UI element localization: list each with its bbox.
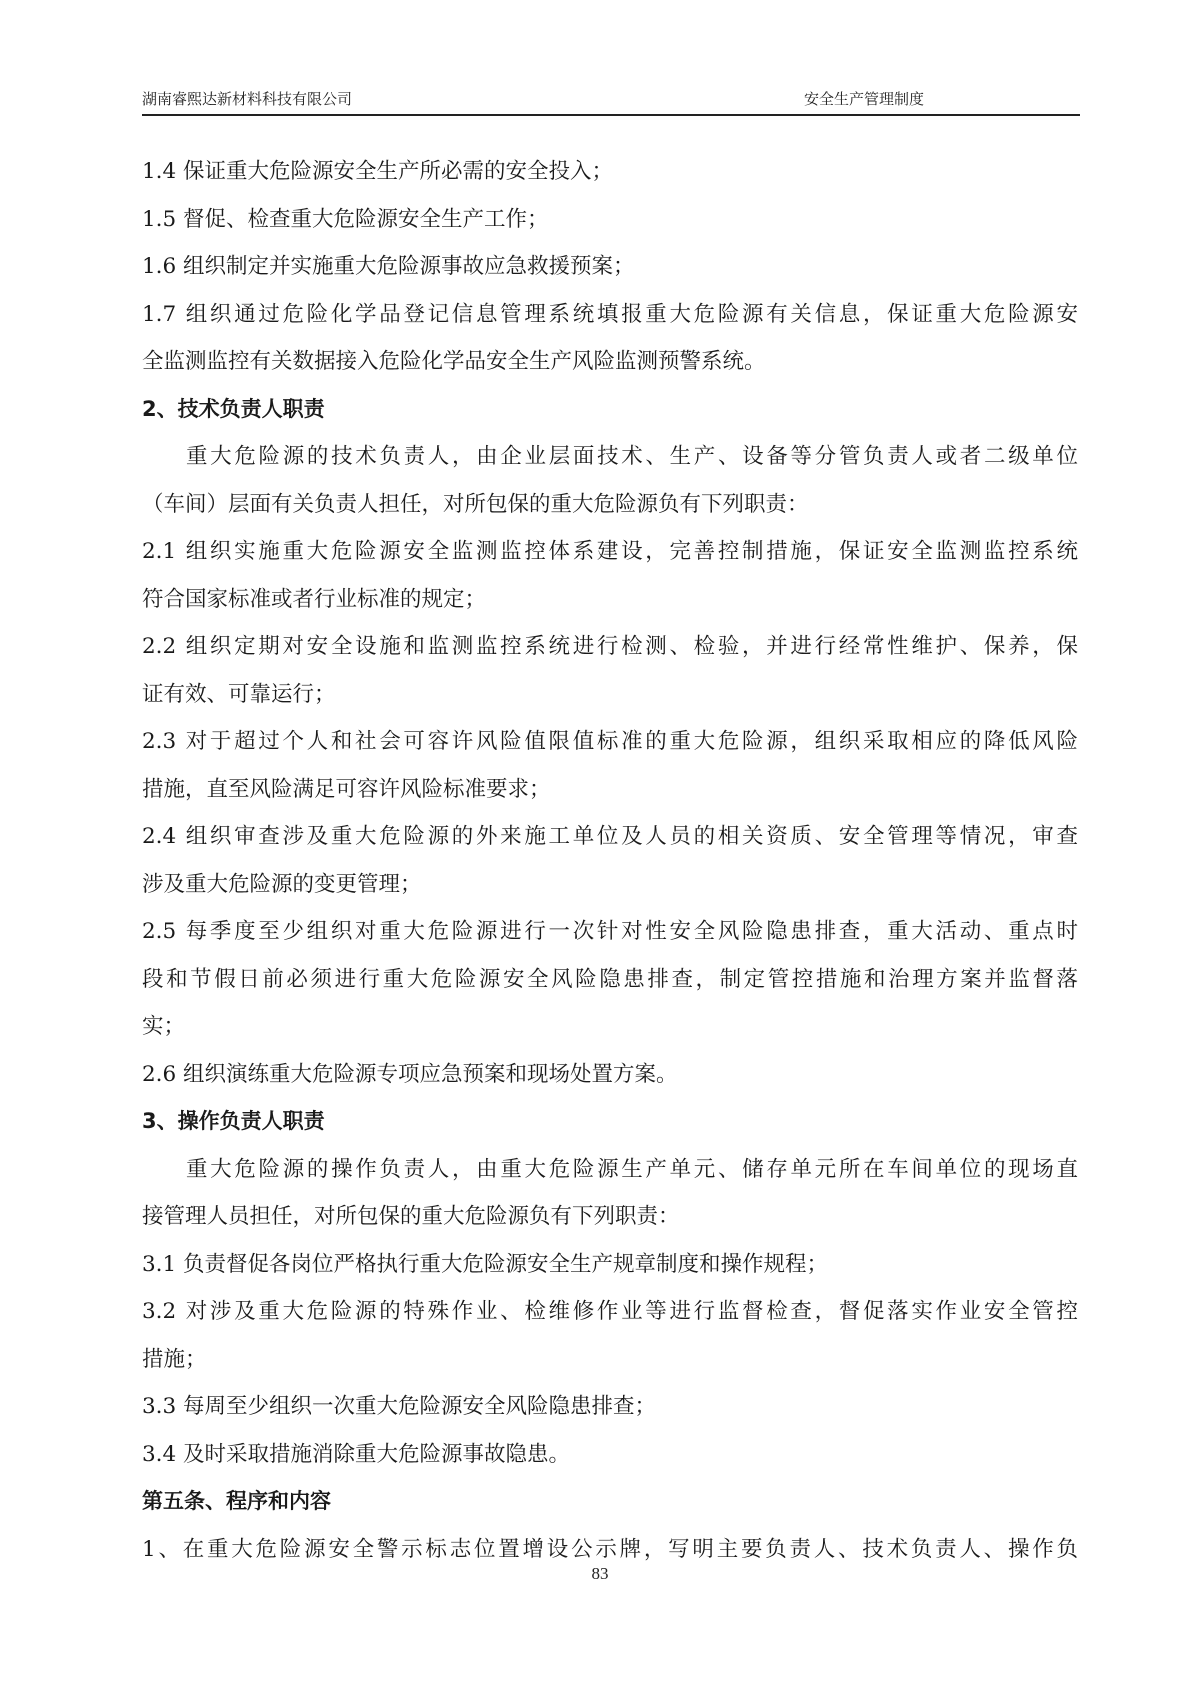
text-line: 重大危险源的技术负责人，由企业层面技术、生产、设备等分管负责人或者二级单位 — [186, 444, 1078, 469]
text-line: 1、在重大危险源安全警示标志位置增设公示牌，写明主要负责人、技术负责人、操作负 — [142, 1536, 1078, 1562]
text-line: 接管理人员担任，对所包保的重大危险源负有下列职责： — [142, 1204, 680, 1229]
text-line: 段和节假日前必须进行重大危险源安全风险隐患排查，制定管控措施和治理方案并监督落 — [142, 966, 1078, 992]
text-line: 重大危险源的操作负责人，由重大危险源生产单元、储存单元所在车间单位的现场直 — [186, 1156, 1078, 1182]
section-heading: 2、技术负责人职责 — [142, 396, 325, 421]
text-line: 措施； — [142, 1346, 207, 1372]
text-line: 1.7 组织通过危险化学品登记信息管理系统填报重大危险源有关信息，保证重大危险源安 — [142, 301, 1078, 327]
text-line: 2.4 组织审查涉及重大危险源的外来施工单位及人员的相关资质、安全管理等情况，审查 — [142, 824, 1078, 849]
text-line: 3.4 及时采取措施消除重大危险源事故隐患。 — [142, 1441, 571, 1467]
text-line: 3.1 负责督促各岗位严格执行重大危险源安全生产规章制度和操作规程； — [142, 1251, 829, 1277]
text-line: 证有效、可靠运行； — [142, 681, 336, 707]
page-header — [142, 84, 1080, 116]
text-line: 1.5 督促、检查重大危险源安全生产工作； — [142, 206, 549, 232]
text-line: 1.6 组织制定并实施重大危险源事故应急救援预案； — [142, 254, 635, 279]
text-line: 3.3 每周至少组织一次重大危险源安全风险隐患排查； — [142, 1394, 657, 1419]
header-company-name: 湖南睿熙达新材料科技有限公司 — [142, 90, 353, 108]
text-line: 2.6 组织演练重大危险源专项应急预案和现场处置方案。 — [142, 1061, 678, 1087]
page-number: 83 — [591, 1564, 609, 1583]
text-line: 2.1 组织实施重大危险源安全监测监控体系建设，完善控制措施，保证安全监测监控系统 — [142, 539, 1078, 564]
header-document-title: 安全生产管理制度 — [804, 90, 925, 108]
text-line: 符合国家标准或者行业标准的规定； — [142, 586, 487, 612]
document-body — [142, 148, 1078, 1573]
text-line: 2.3 对于超过个人和社会可容许风险值限值标准的重大危险源，组织采取相应的降低风险 — [142, 729, 1078, 754]
text-line: 实； — [142, 1014, 186, 1039]
text-line: 措施，直至风险满足可容许风险标准要求； — [142, 776, 551, 802]
text-line: 3.2 对涉及重大危险源的特殊作业、检维修作业等进行监督检查，督促落实作业安全管控 — [142, 1299, 1078, 1324]
text-line: 全监测监控有关数据接入危险化学品安全生产风险监测预警系统。 — [142, 349, 766, 374]
text-line: 1.4 保证重大危险源安全生产所必需的安全投入； — [142, 159, 614, 184]
text-line: 涉及重大危险源的变更管理； — [142, 871, 422, 897]
text-line: 2.2 组织定期对安全设施和监测监控系统进行检测、检验，并进行经常性维护、保养，保 — [142, 634, 1078, 659]
text-line: 2.5 每季度至少组织对重大危险源进行一次针对性安全风险隐患排查，重大活动、重点时 — [142, 919, 1078, 944]
text-line: （车间）层面有关负责人担任，对所包保的重大危险源负有下列职责： — [142, 491, 809, 517]
section-heading: 第五条、程序和内容 — [142, 1489, 331, 1513]
section-heading: 3、操作负责人职责 — [142, 1109, 325, 1133]
